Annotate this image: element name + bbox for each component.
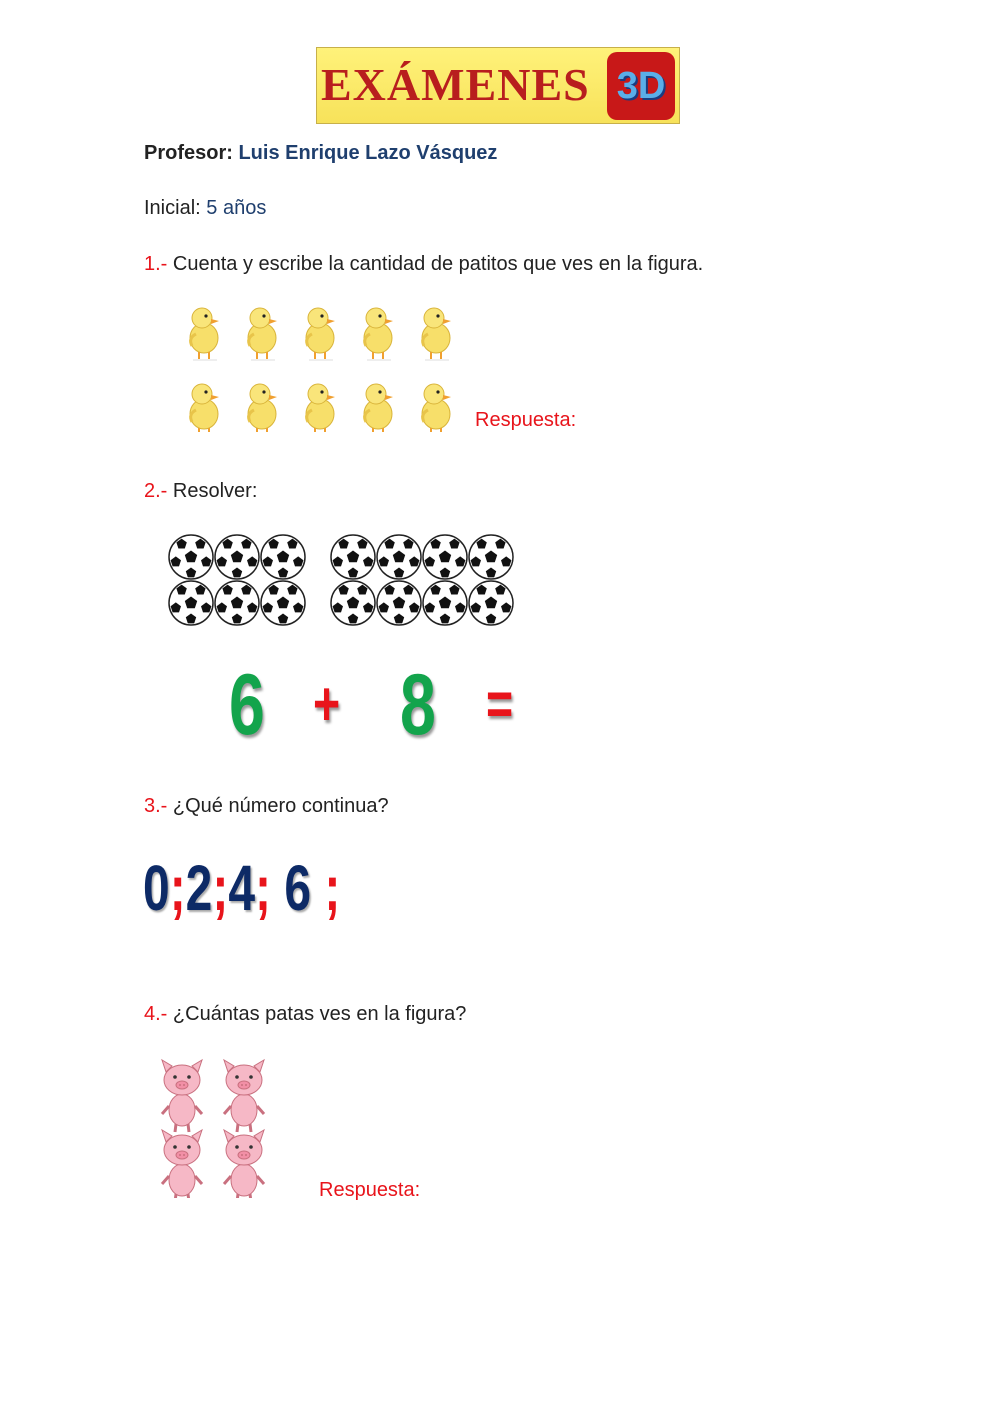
- sequence-separator: ;: [169, 852, 186, 924]
- sequence-number: 6: [284, 852, 312, 924]
- pig-icon: [224, 1060, 264, 1132]
- soccer-ball-icon: [423, 581, 467, 625]
- sequence-separator: ;: [255, 852, 272, 924]
- question-1: [144, 252, 703, 276]
- soccer-ball-icon: [423, 535, 467, 579]
- equation-plus-sign: +: [313, 670, 341, 739]
- soccer-ball-icon: [215, 535, 259, 579]
- question-text: ¿Qué número continua?: [172, 795, 389, 817]
- logo-badge-text: 3D: [616, 64, 666, 107]
- question-number: 2.-: [144, 480, 168, 502]
- soccer-ball-icon: [469, 581, 513, 625]
- duckling-icon: [422, 384, 451, 432]
- sequence-number: 2: [185, 852, 213, 924]
- duckling-icon: [364, 384, 393, 432]
- teacher-line: [144, 141, 497, 165]
- question-4: [144, 1002, 466, 1026]
- soccer-ball-icon: [469, 535, 513, 579]
- pig-icon: [162, 1130, 202, 1198]
- level-value: 5 años: [206, 197, 267, 219]
- pig-icon: [224, 1130, 264, 1198]
- sequence-separator: ;: [212, 852, 229, 924]
- equation-equals-sign: =: [486, 670, 514, 739]
- duckling-icon: [190, 384, 219, 432]
- soccer-ball-icon: [377, 535, 421, 579]
- teacher-name: Luis Enrique Lazo Vásquez: [238, 142, 498, 164]
- question-number: 4.-: [144, 1003, 168, 1025]
- soccer-balls-group-left: [168, 534, 308, 630]
- sequence-number: 4: [228, 852, 256, 924]
- level-label: Inicial:: [144, 197, 201, 219]
- pigs-svg: [152, 1058, 282, 1198]
- duckling-icon: [248, 384, 277, 432]
- soccer-ball-icon: [215, 581, 259, 625]
- equation-operand-b: 8: [400, 657, 436, 753]
- soccer-balls-svg: [330, 534, 514, 630]
- number-sequence: [143, 850, 340, 926]
- level-line: [144, 196, 266, 220]
- question-3: [144, 794, 389, 818]
- duckling-icon: [248, 308, 277, 360]
- question-number: 1.-: [144, 253, 168, 275]
- duckling-icon: [364, 308, 393, 360]
- equation-operand-a: 6: [229, 657, 265, 753]
- ducklings-figure: [176, 292, 476, 432]
- soccer-ball-icon: [377, 581, 421, 625]
- question-number: 3.-: [144, 795, 168, 817]
- soccer-ball-icon: [331, 535, 375, 579]
- soccer-ball-icon: [261, 581, 305, 625]
- sequence-number: 0: [143, 852, 170, 924]
- duckling-icon: [306, 384, 335, 432]
- pig-icon: [162, 1060, 202, 1132]
- duckling-icon: [306, 308, 335, 360]
- teacher-label: Profesor:: [144, 142, 233, 164]
- soccer-balls-svg: [168, 534, 306, 630]
- soccer-ball-icon: [261, 535, 305, 579]
- examenes-logo: [316, 47, 680, 124]
- question-text: Resolver:: [172, 480, 258, 502]
- question-2: [144, 479, 257, 503]
- pigs-figure: [152, 1058, 282, 1198]
- logo-3d-badge: [607, 52, 675, 120]
- sequence-separator: ;: [324, 852, 341, 924]
- question-text: Cuenta y escribe la cantidad de patitos que ves en la figura.: [172, 253, 704, 275]
- soccer-ball-icon: [169, 535, 213, 579]
- answer-label-1: Respuesta:: [475, 409, 577, 431]
- duckling-icon: [190, 308, 219, 360]
- logo-text: EXÁMENES: [321, 59, 590, 110]
- soccer-balls-group-right: [330, 534, 516, 630]
- question-text: ¿Cuántas patas ves en la figura?: [172, 1003, 467, 1025]
- soccer-ball-icon: [169, 581, 213, 625]
- ducklings-svg: [176, 292, 476, 432]
- soccer-ball-icon: [331, 581, 375, 625]
- answer-label-4: Respuesta:: [319, 1179, 421, 1201]
- duckling-icon: [422, 308, 451, 360]
